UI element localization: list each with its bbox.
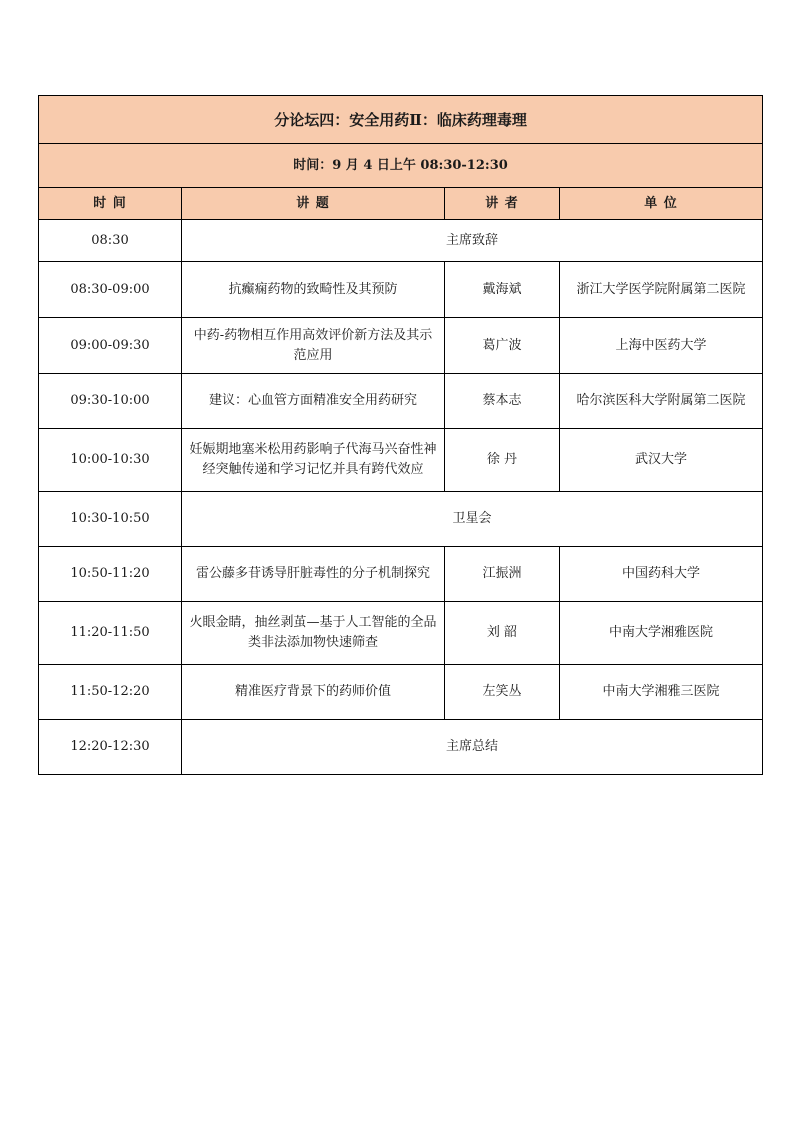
row-merged-item: 主席致辞 [182,220,763,262]
column-header-row [39,188,763,220]
session-time: 时间：9 月 4 日上午 08:30-12:30 [39,144,763,188]
row-time: 10:30-10:50 [39,492,182,547]
row-time: 10:50-11:20 [39,547,182,602]
row-time: 09:00-09:30 [39,318,182,374]
row-topic: 火眼金睛，抽丝剥茧—基于人工智能的全品类非法添加物快速筛查 [182,602,445,665]
row-merged-item: 卫星会 [182,492,763,547]
row-speaker: 蔡本志 [445,374,560,429]
forum-title: 分论坛四：安全用药Ⅱ：临床药理毒理 [39,96,763,144]
row-topic: 抗癫痫药物的致畸性及其预防 [182,262,445,318]
row-speaker: 葛广波 [445,318,560,374]
row-time: 11:20-11:50 [39,602,182,665]
title-row [39,96,763,144]
row-unit: 中南大学湘雅三医院 [560,665,763,720]
row-speaker: 戴海斌 [445,262,560,318]
table-row [39,374,763,429]
row-unit: 武汉大学 [560,429,763,492]
row-time: 12:20-12:30 [39,720,182,775]
table-row [39,602,763,665]
row-speaker: 江振洲 [445,547,560,602]
row-topic: 雷公藤多苷诱导肝脏毒性的分子机制探究 [182,547,445,602]
table-row [39,262,763,318]
row-topic: 建议：心血管方面精准安全用药研究 [182,374,445,429]
header-time: 时 间 [39,188,182,220]
row-unit: 哈尔滨医科大学附属第二医院 [560,374,763,429]
row-topic: 精准医疗背景下的药师价值 [182,665,445,720]
forum-schedule-table [38,95,763,775]
table-row [39,429,763,492]
row-time: 08:30-09:00 [39,262,182,318]
table-row [39,720,763,775]
row-topic: 妊娠期地塞米松用药影响子代海马兴奋性神经突触传递和学习记忆并具有跨代效应 [182,429,445,492]
row-speaker: 徐 丹 [445,429,560,492]
table-row [39,220,763,262]
row-speaker: 刘 韶 [445,602,560,665]
row-unit: 浙江大学医学院附属第二医院 [560,262,763,318]
header-speaker: 讲 者 [445,188,560,220]
table-row [39,665,763,720]
table-row [39,547,763,602]
table-row [39,318,763,374]
row-topic: 中药-药物相互作用高效评价新方法及其示范应用 [182,318,445,374]
row-unit: 中南大学湘雅医院 [560,602,763,665]
row-unit: 上海中医药大学 [560,318,763,374]
row-time: 11:50-12:20 [39,665,182,720]
row-unit: 中国药科大学 [560,547,763,602]
row-merged-item: 主席总结 [182,720,763,775]
row-speaker: 左笑丛 [445,665,560,720]
header-unit: 单 位 [560,188,763,220]
table-row [39,492,763,547]
session-time-row [39,144,763,188]
header-topic: 讲 题 [182,188,445,220]
row-time: 10:00-10:30 [39,429,182,492]
row-time: 08:30 [39,220,182,262]
row-time: 09:30-10:00 [39,374,182,429]
